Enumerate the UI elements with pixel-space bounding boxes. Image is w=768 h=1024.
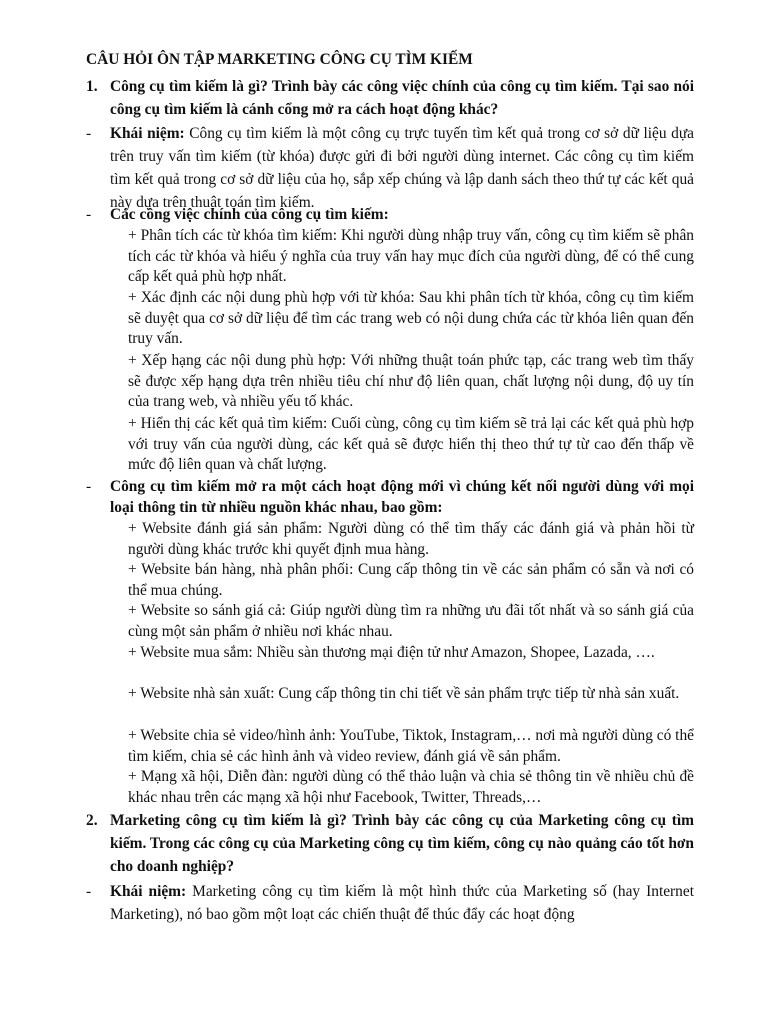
question-text: Công cụ tìm kiếm là gì? Trình bày các công việc chính của công cụ tìm kiếm. Tại sao nói công cụ tìm kiếm là cánh cổng mở ra cách hoạt động khác? <box>110 78 694 118</box>
question-number: 1. <box>86 78 98 95</box>
bullet-dash: - <box>86 883 92 900</box>
bullet-dash: - <box>86 478 92 495</box>
question-text: Marketing công cụ tìm kiếm là gì? Trình bày các công cụ của Marketing công cụ tìm kiếm. Trong các công cụ của Marketing công cụ tìm kiếm, công cụ nào quảng cáo tốt hơn cho doanh nghiệp? <box>110 812 694 875</box>
question-1 <box>86 75 694 121</box>
task-item: + Phân tích các từ khóa tìm kiếm: Khi người dùng nhập truy vấn, công cụ tìm kiếm sẽ phân tích các từ khóa và hiểu ý nghĩa của truy vấn hay mục đích của người dùng, để có thể cung cấp kết quả phù hợp nhất. <box>128 227 694 286</box>
q1-definition <box>86 122 694 214</box>
document-title: CÂU HỎI ÔN TẬP MARKETING CÔNG CỤ TÌM KIẾM <box>86 51 473 68</box>
task-item: + Xếp hạng các nội dung phù hợp: Với những thuật toán phức tạp, các trang web tìm thấy sẽ được xếp hạng dựa trên nhiều tiêu chí như độ liên quan, chất lượng nội dung, độ uy tín của trang web, và nhiều yếu tố khác. <box>128 352 694 411</box>
question-number: 2. <box>86 812 98 829</box>
source-item: + Website đánh giá sản phẩm: Người dùng có thể tìm thấy các đánh giá và phản hồi từ người dùng khác trước khi quyết định mua hàng. <box>128 520 694 558</box>
definition-text: Marketing công cụ tìm kiếm là một hình thức của Marketing số (hay Internet Marketing), nó bao gồm một loạt các chiến thuật để thúc đẩy các hoạt động <box>110 883 694 923</box>
section-heading: Công cụ tìm kiếm mở ra một cách hoạt động mới vì chúng kết nối người dùng với mọi loại thông tin từ nhiều nguồn khác nhau, bao gồm: <box>110 478 694 516</box>
source-item: + Website bán hàng, nhà phân phối: Cung cấp thông tin về các sản phẩm có sẵn và nơi có thể mua chúng. <box>128 561 694 599</box>
task-item: + Hiển thị các kết quả tìm kiếm: Cuối cùng, công cụ tìm kiếm sẽ trả lại các kết quả phù hợp với truy vấn của người dùng, các kết quả sẽ được hiển thị theo thứ tự từ cao đến thấp về mức độ liên quan và chất lượng. <box>128 415 694 474</box>
source-item: + Website so sánh giá cả: Giúp người dùng tìm ra những ưu đãi tốt nhất và so sánh giá của cùng một sản phẩm ở nhiều nơi khác nhau. <box>128 602 694 640</box>
source-item: + Website chia sẻ video/hình ảnh: YouTube, Tiktok, Instagram,… nơi mà người dùng có thể tìm kiếm, chia sẻ các hình ảnh và video review, đánh giá về sản phẩm. <box>128 727 694 765</box>
q1-tasks-heading <box>86 205 694 226</box>
definition-label: Khái niệm: <box>110 883 187 900</box>
source-item: + Website nhà sản xuất: Cung cấp thông tin chi tiết về sản phẩm trực tiếp từ nhà sản xuất. <box>128 685 680 702</box>
source-item: + Website mua sắm: Nhiều sàn thương mại điện tử như Amazon, Shopee, Lazada, …. <box>128 644 655 661</box>
definition-label: Khái niệm: <box>110 125 185 142</box>
bullet-dash: - <box>86 206 92 223</box>
q2-definition <box>86 880 694 926</box>
bullet-dash: - <box>86 125 92 142</box>
q1-gateway-heading <box>86 477 694 518</box>
question-2 <box>86 809 694 878</box>
source-item: + Mạng xã hội, Diễn đàn: người dùng có thể thảo luận và chia sẻ thông tin về nhiều chủ đề khác nhau trên các mạng xã hội như Facebook, Twitter, Threads,… <box>128 768 694 806</box>
definition-text: Công cụ tìm kiếm là một công cụ trực tuyến tìm kết quả trong cơ sở dữ liệu dựa trên truy vấn tìm kiếm (từ khóa) được gửi đi bởi người dùng internet. Các công cụ tìm kiếm tìm kết quả trong cơ sở dữ liệu của họ, sắp xếp chúng và lập danh sách theo thứ tự các kết quả này dựa trên thuật toán tìm kiếm. <box>110 125 694 211</box>
section-heading: Các công việc chính của công cụ tìm kiếm: <box>110 206 389 223</box>
task-item: + Xác định các nội dung phù hợp với từ khóa: Sau khi phân tích từ khóa, công cụ tìm kiếm sẽ duyệt qua cơ sở dữ liệu để tìm các trang web có nội dung chứa các từ khóa liên quan đến truy vấn. <box>128 289 694 348</box>
